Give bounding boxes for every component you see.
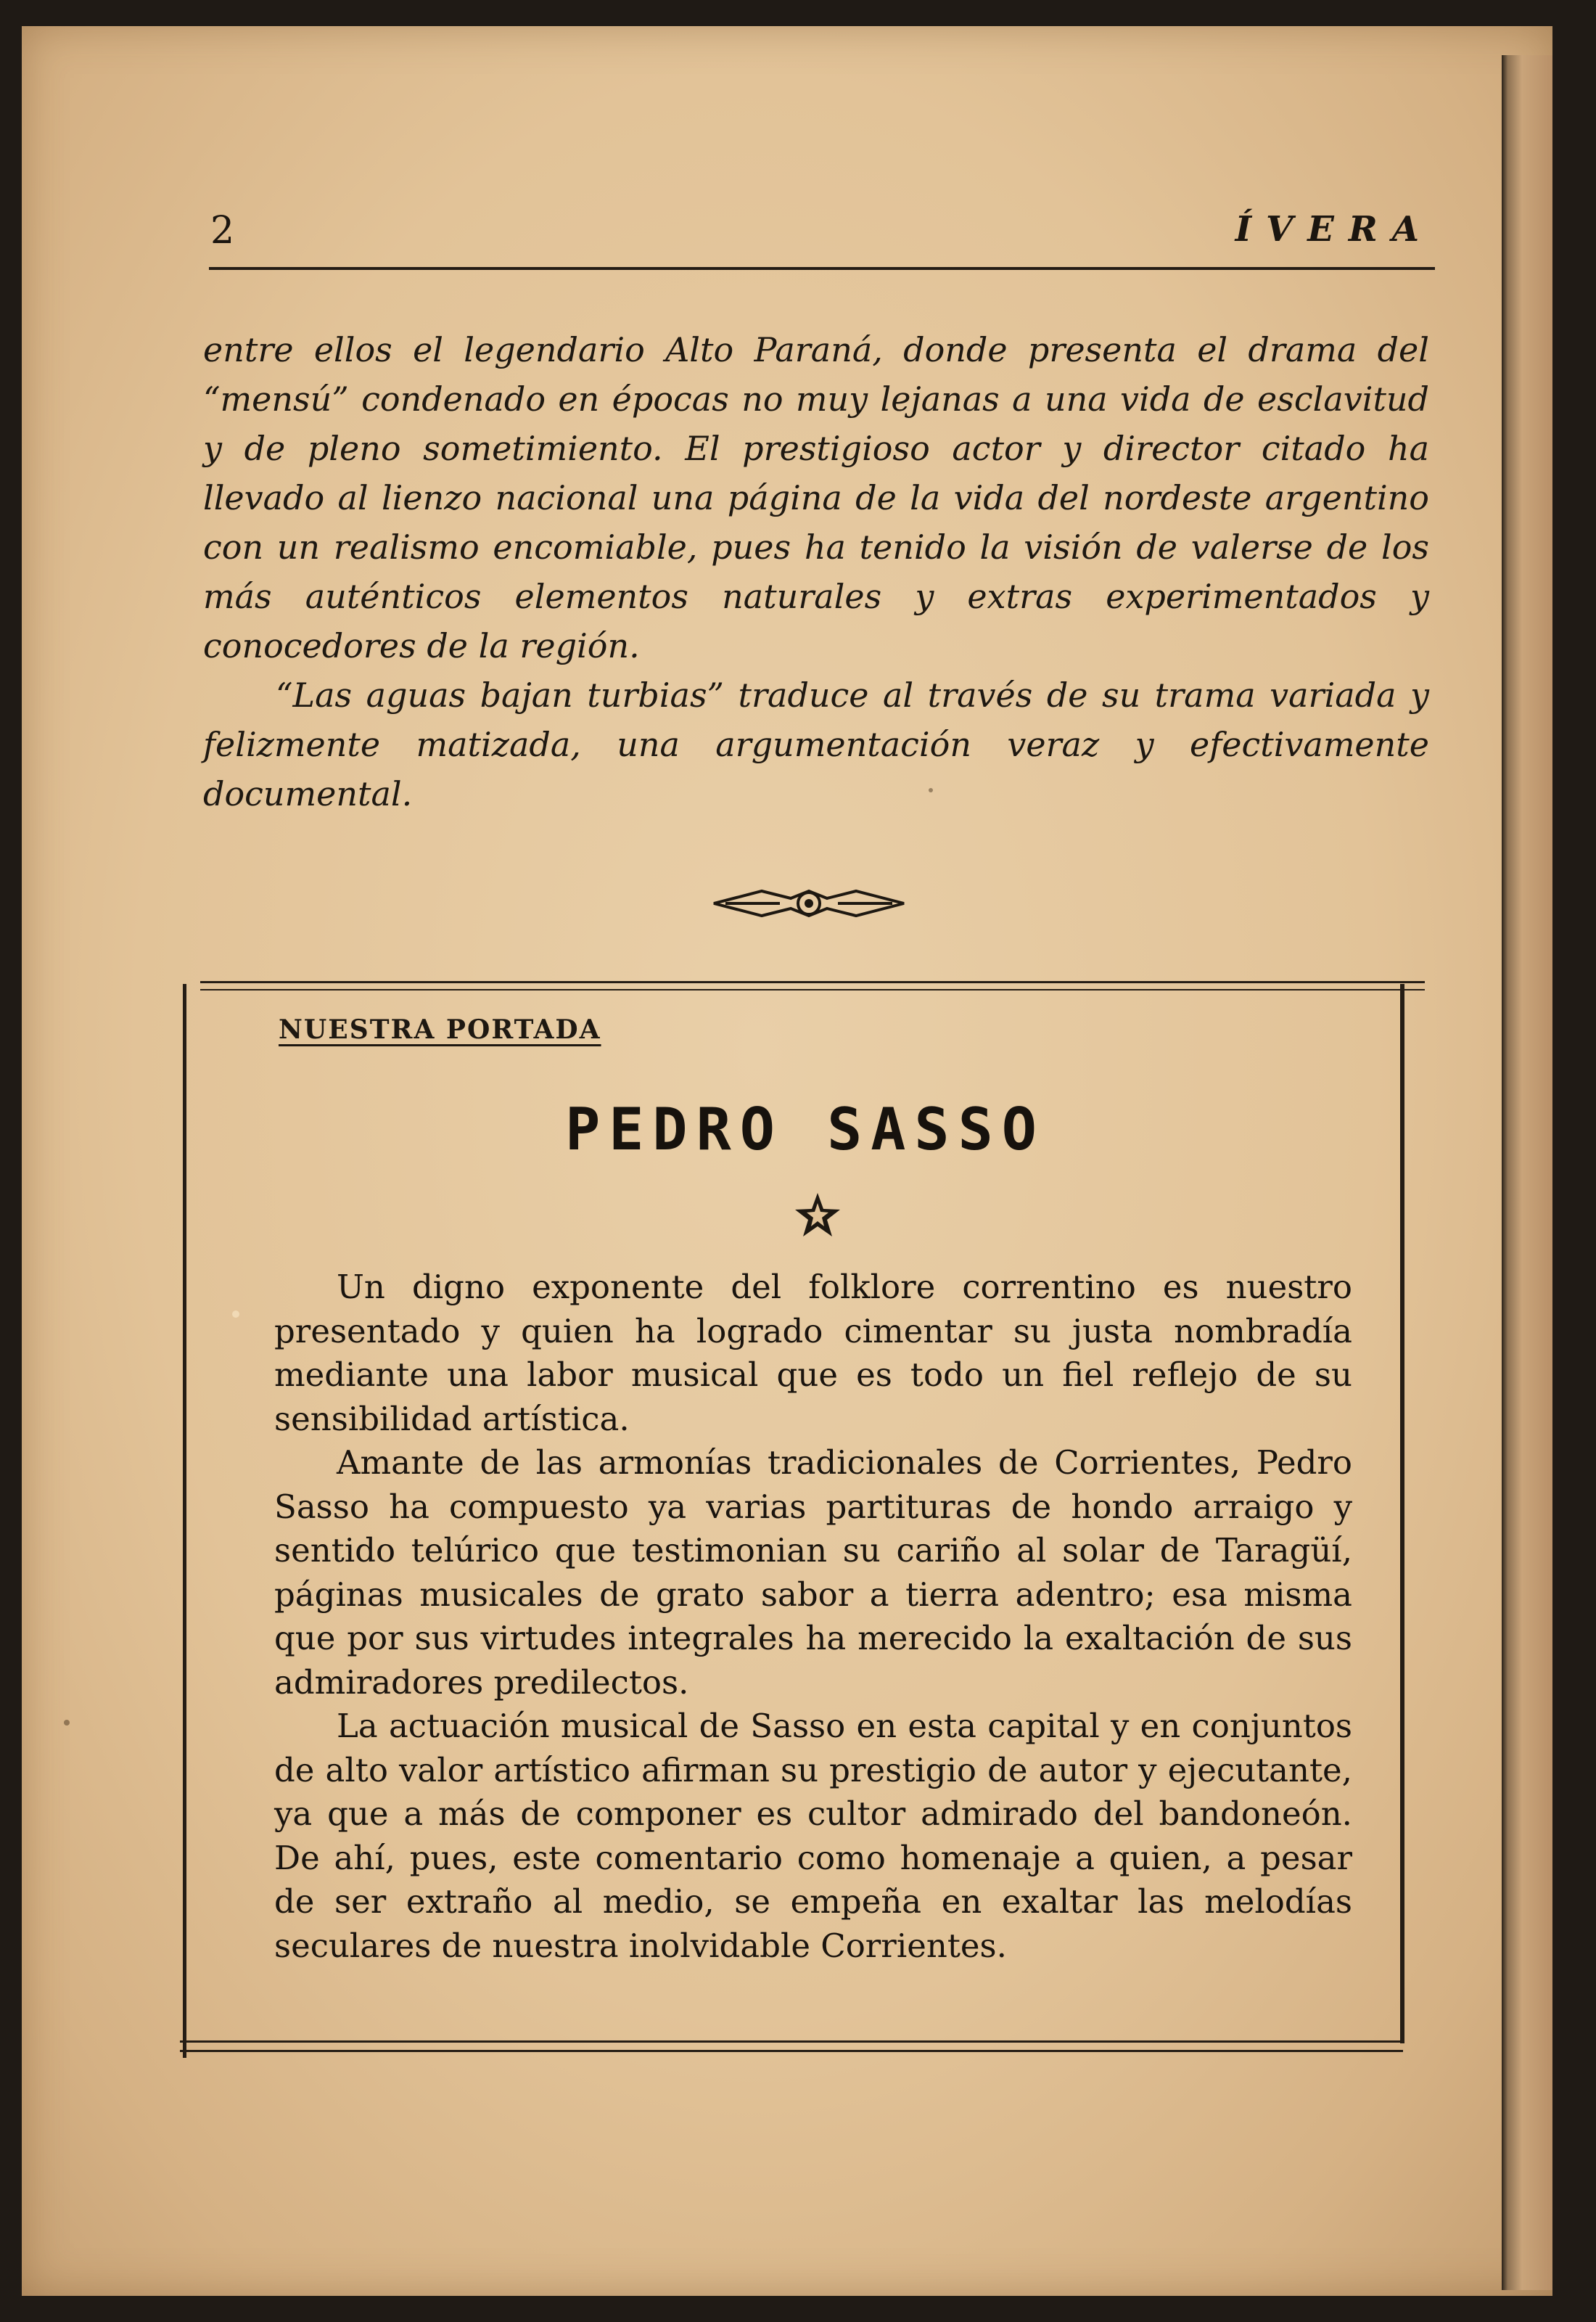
running-title: ÍVERA [1235,209,1433,250]
paper-speck [929,788,933,792]
feature-title: PEDRO SASSO [565,1096,1045,1163]
paper-speck [64,1720,70,1726]
article-continuation [203,325,1429,819]
section-label: NUESTRA PORTADA [279,1014,601,1045]
article-paragraph: “Las aguas bajan turbias” traduce al través de su trama variada y felizmente matizada, una argumentación veraz y efectivamente documental. [203,676,1429,813]
feature-paragraph: La actuación musical de Sasso en esta capital y en conjuntos de alto valor artístico afirman su prestigio de autor y ejecutante, ya que a más de componer es cultor admirado del bandoneón. De ahí, pues, este comentario como homenaje a quien, a pesar de ser extraño al medio, se empeña en exaltar las melodías seculares de nuestra inolvidable Corrientes. [274,1707,1352,1965]
decorative-divider-icon [711,885,907,922]
star-icon [792,1190,843,1241]
page-number: 2 [210,209,235,253]
feature-body [274,1265,1352,1968]
feature-paragraph: Amante de las armonías tradicionales de Corrientes, Pedro Sasso ha compuesto ya varias partituras de hondo arraigo y sentido telúrico que testimonian su cariño al solar de Taragüí, páginas musicales de grato sabor a tierra adentro; esa misma que por sus virtudes integrales ha merecido la exaltación de sus admiradores predilectos. [274,1443,1352,1702]
article-paragraph: entre ellos el legendario Alto Paraná, donde presenta el drama del “mensú” condenado en épocas no muy lejanas a una vida de esclavitud y de pleno sometimiento. El prestigioso actor y director citado ha llevado al lienzo nacional una página de la vida del nordeste argentino con un realismo encomiable, pues ha tenido la visión de valerse de los más auténticos elementos naturales y extras experimentados y conocedores de la región. [203,330,1429,665]
box-bottom-rule [180,2040,1403,2052]
page-header [210,209,1433,263]
feature-paragraph: Un digno exponente del folklore correntino es nuestro presentado y quien ha logrado cimentar su justa nombradía mediante una labor musical que es todo un fiel reflejo de su sensibilidad artística. [274,1268,1352,1438]
box-top-rule [200,981,1425,990]
next-page-edge [1502,55,1552,2290]
paper-speck [232,1310,239,1318]
header-rule [209,267,1435,270]
